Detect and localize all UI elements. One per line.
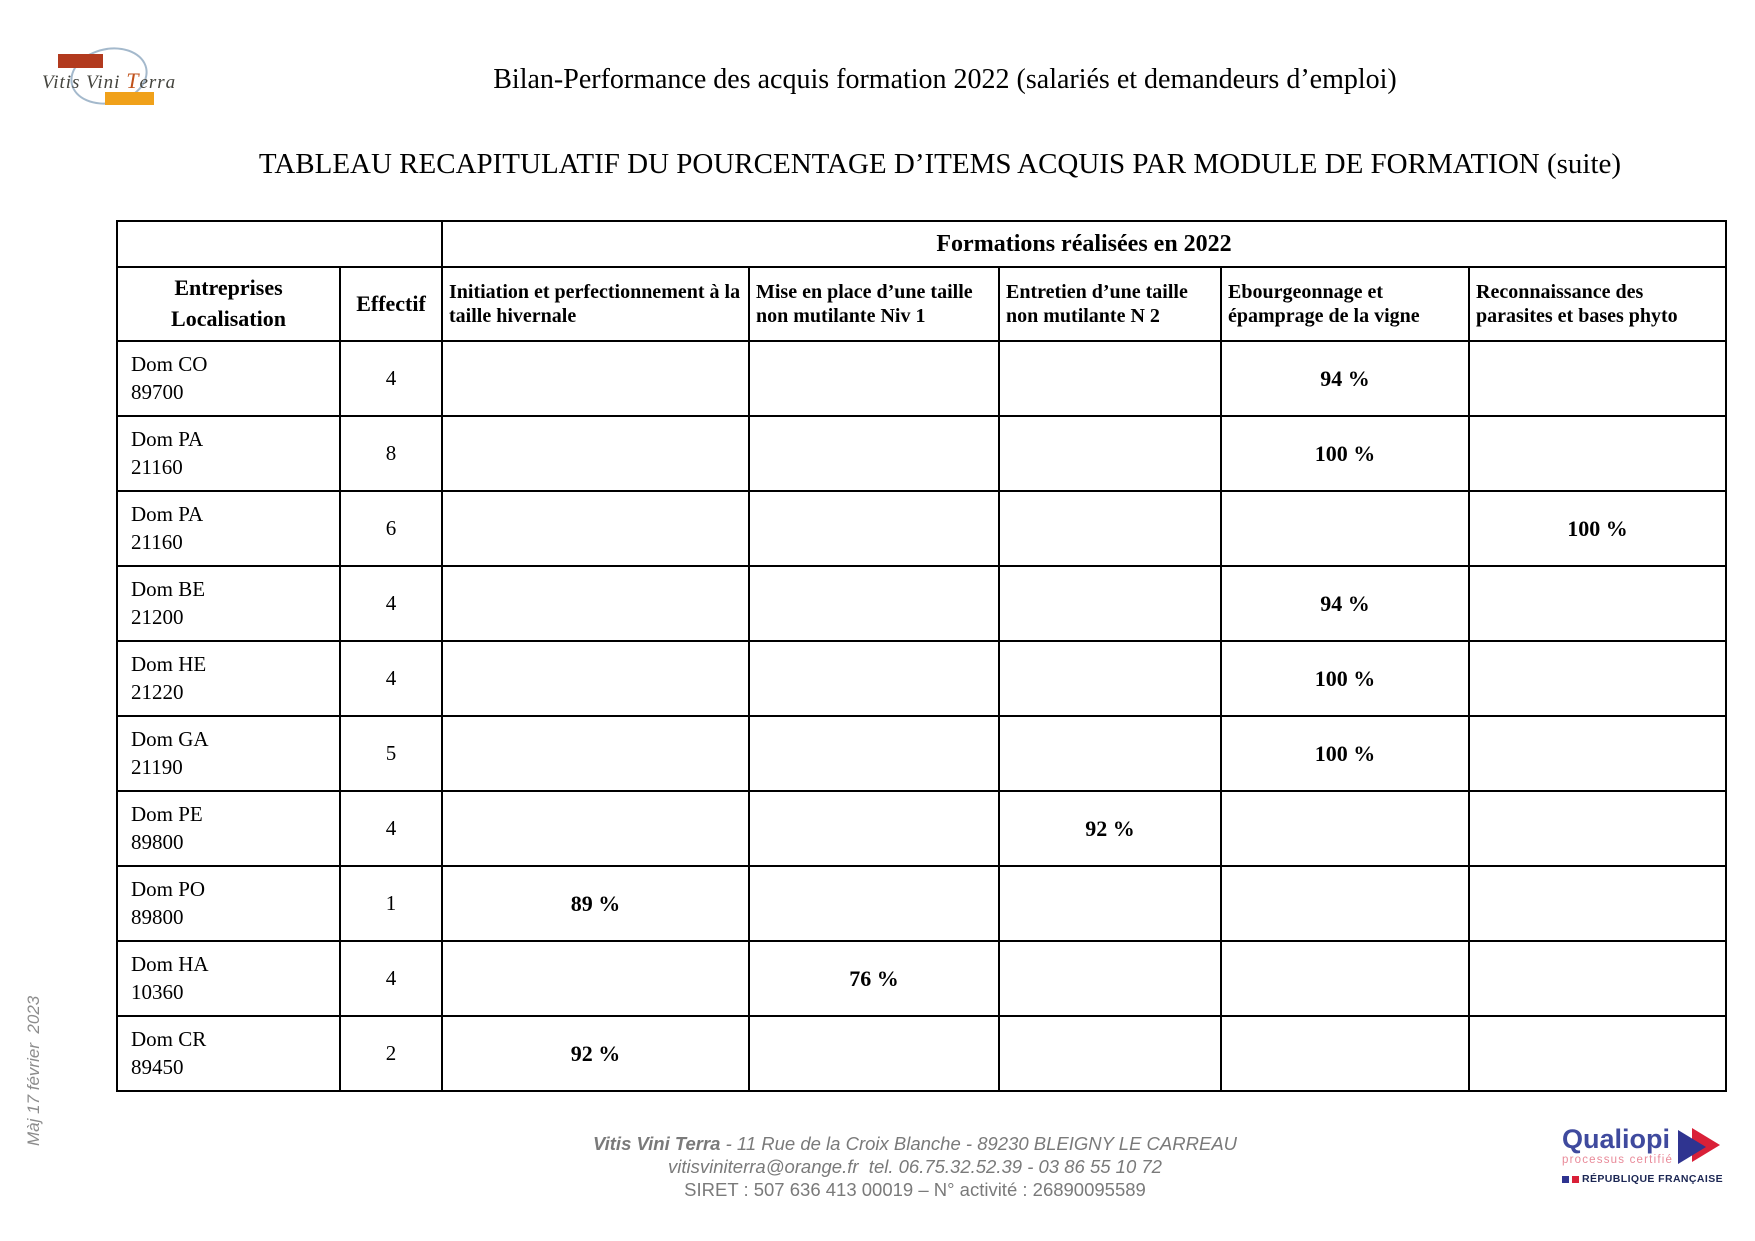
cell-value: 89 % xyxy=(442,866,749,941)
page-subtitle: TABLEAU RECAPITULATIF DU POURCENTAGE D’ITEMS ACQUIS PAR MODULE DE FORMATION (suite) xyxy=(258,148,1622,180)
table-row xyxy=(117,566,1726,641)
table-row xyxy=(117,641,1726,716)
cell-value xyxy=(442,716,749,791)
entreprise-code: 21160 xyxy=(131,454,183,479)
entreprise-name: Dom PA xyxy=(131,427,204,452)
cell-value: 100 % xyxy=(1221,416,1469,491)
entreprise-code: 10360 xyxy=(131,979,184,1004)
cell-value xyxy=(999,491,1221,566)
cell-value: 94 % xyxy=(1221,566,1469,641)
cell-effectif: 4 xyxy=(340,341,442,416)
cell-value xyxy=(1469,1016,1726,1091)
cell-value: 94 % xyxy=(1221,341,1469,416)
header-module-taille-non-mutilante-niv1: Mise en place d’une taille non mutilante Niv 1 xyxy=(749,267,999,341)
cell-value xyxy=(1221,866,1469,941)
header-entreprises-localisation xyxy=(117,267,340,341)
cell-value xyxy=(1469,341,1726,416)
cell-value xyxy=(749,866,999,941)
cell-entreprise xyxy=(117,641,340,716)
header-module-initiation-taille: Initiation et perfectionnement à la taille hivernale xyxy=(442,267,749,341)
entreprise-name: Dom CO xyxy=(131,352,208,377)
cell-entreprise xyxy=(117,866,340,941)
cell-value xyxy=(1221,1016,1469,1091)
header-entreprises-line1: Entreprises xyxy=(174,275,283,301)
table-row xyxy=(117,941,1726,1016)
cell-value xyxy=(749,416,999,491)
qualiopi-arrows-icon xyxy=(1678,1128,1726,1164)
cell-value xyxy=(1221,491,1469,566)
cell-value xyxy=(1469,566,1726,641)
cell-value xyxy=(1221,941,1469,1016)
cell-value xyxy=(1469,941,1726,1016)
cell-value xyxy=(999,1016,1221,1091)
cell-value xyxy=(749,491,999,566)
cell-effectif: 6 xyxy=(340,491,442,566)
footer-contact-line: vitisviniterra@orange.fr tel. 06.75.32.52.39 - 03 86 55 10 72 xyxy=(668,1156,1162,1177)
cell-value xyxy=(442,566,749,641)
entreprise-code: 21200 xyxy=(131,604,184,629)
page-title: Bilan-Performance des acquis formation 2022 (salariés et demandeurs d’emploi) xyxy=(493,64,1397,95)
cell-effectif: 4 xyxy=(340,791,442,866)
cell-entreprise xyxy=(117,1016,340,1091)
entreprise-name: Dom HA xyxy=(131,952,209,977)
table-row xyxy=(117,716,1726,791)
group-header-formations-2022: Formations réalisées en 2022 xyxy=(442,221,1726,267)
cell-value: 100 % xyxy=(1221,716,1469,791)
cell-value xyxy=(749,341,999,416)
cell-value xyxy=(999,941,1221,1016)
cell-value xyxy=(442,641,749,716)
cell-effectif: 4 xyxy=(340,941,442,1016)
vitis-vini-terra-logo xyxy=(40,40,190,120)
cell-effectif: 1 xyxy=(340,866,442,941)
cell-value: 100 % xyxy=(1221,641,1469,716)
cell-entreprise xyxy=(117,791,340,866)
table-row xyxy=(117,866,1726,941)
logo-text-t: T xyxy=(126,68,140,93)
footer xyxy=(593,1132,1237,1201)
cell-value xyxy=(442,416,749,491)
header-module-entretien-taille-n2: Entretien d’une taille non mutilante N 2 xyxy=(999,267,1221,341)
footer-address-rest: - 11 Rue de la Croix Blanche - 89230 BLEIGNY LE CARREAU xyxy=(720,1133,1238,1154)
cell-entreprise xyxy=(117,491,340,566)
cell-effectif: 8 xyxy=(340,416,442,491)
republique-francaise-text: RÉPUBLIQUE FRANÇAISE xyxy=(1582,1173,1724,1185)
cell-value xyxy=(999,566,1221,641)
update-date-note: Màj 17 février 2023 xyxy=(24,995,43,1146)
table-row xyxy=(117,341,1726,416)
cell-value xyxy=(442,341,749,416)
cell-value xyxy=(1469,716,1726,791)
cell-value xyxy=(999,416,1221,491)
cell-value xyxy=(749,641,999,716)
logo-text-pre: Vitis Vini xyxy=(42,72,127,93)
cell-value xyxy=(442,791,749,866)
qualiopi-wordmark: Qualiopi xyxy=(1562,1124,1670,1154)
cell-value xyxy=(1469,641,1726,716)
cell-value xyxy=(749,566,999,641)
cell-value xyxy=(749,791,999,866)
header-module-reconnaissance-parasites: Reconnaissance des parasites et bases phyto xyxy=(1469,267,1726,341)
cell-value: 76 % xyxy=(749,941,999,1016)
entreprise-name: Dom HE xyxy=(131,652,207,677)
logo-text-post: erra xyxy=(139,72,177,93)
entreprise-code: 21160 xyxy=(131,529,183,554)
results-table xyxy=(116,220,1727,1092)
entreprise-name: Dom PA xyxy=(131,502,204,527)
table-row xyxy=(117,416,1726,491)
cell-effectif: 5 xyxy=(340,716,442,791)
entreprise-name: Dom BE xyxy=(131,577,206,602)
entreprise-code: 21190 xyxy=(131,754,183,779)
cell-value xyxy=(999,716,1221,791)
cell-entreprise xyxy=(117,941,340,1016)
footer-company-name: Vitis Vini Terra xyxy=(592,1133,721,1154)
table-row xyxy=(117,491,1726,566)
cell-value xyxy=(442,491,749,566)
cell-value xyxy=(999,341,1221,416)
entreprise-code: 21220 xyxy=(131,679,184,704)
cell-entreprise xyxy=(117,566,340,641)
flag-blue-square-icon xyxy=(1562,1176,1569,1183)
cell-value xyxy=(1469,866,1726,941)
entreprise-code: 89800 xyxy=(131,904,184,929)
cell-value xyxy=(442,941,749,1016)
republique-francaise-label xyxy=(1562,1173,1752,1185)
table-top-left-spacer xyxy=(117,221,442,267)
cell-value xyxy=(749,716,999,791)
entreprise-code: 89450 xyxy=(131,1054,184,1079)
cell-value: 100 % xyxy=(1469,491,1726,566)
entreprise-name: Dom PE xyxy=(131,802,203,827)
header-module-ebourgeonnage: Ebourgeonnage et épamprage de la vigne xyxy=(1221,267,1469,341)
footer-address-line xyxy=(593,1132,1237,1155)
cell-effectif: 4 xyxy=(340,566,442,641)
entreprise-code: 89800 xyxy=(131,829,184,854)
cell-effectif: 2 xyxy=(340,1016,442,1091)
cell-value xyxy=(1469,791,1726,866)
qualiopi-logo xyxy=(1562,1126,1752,1185)
logo-red-rectangle xyxy=(58,54,103,68)
footer-siret-line: SIRET : 507 636 413 00019 – N° activité : 26890095589 xyxy=(684,1179,1146,1200)
qualiopi-tagline: processus certifié xyxy=(1562,1154,1674,1166)
cell-value: 92 % xyxy=(999,791,1221,866)
table-row xyxy=(117,1016,1726,1091)
entreprise-name: Dom GA xyxy=(131,727,209,752)
entreprise-code: 89700 xyxy=(131,379,184,404)
cell-effectif: 4 xyxy=(340,641,442,716)
cell-entreprise xyxy=(117,416,340,491)
cell-value xyxy=(1469,416,1726,491)
cell-value xyxy=(999,866,1221,941)
group-header-row xyxy=(117,221,1726,267)
entreprise-name: Dom CR xyxy=(131,1027,207,1052)
header-effectif: Effectif xyxy=(340,267,442,341)
cell-value xyxy=(999,641,1221,716)
flag-red-square-icon xyxy=(1572,1176,1579,1183)
cell-entreprise xyxy=(117,341,340,416)
entreprise-name: Dom PO xyxy=(131,877,206,902)
cell-value: 92 % xyxy=(442,1016,749,1091)
cell-entreprise xyxy=(117,716,340,791)
table-row xyxy=(117,791,1726,866)
header-entreprises-line2: Localisation xyxy=(171,306,286,331)
column-header-row xyxy=(117,267,1726,341)
logo-wordmark xyxy=(42,68,176,94)
cell-value xyxy=(749,1016,999,1091)
cell-value xyxy=(1221,791,1469,866)
